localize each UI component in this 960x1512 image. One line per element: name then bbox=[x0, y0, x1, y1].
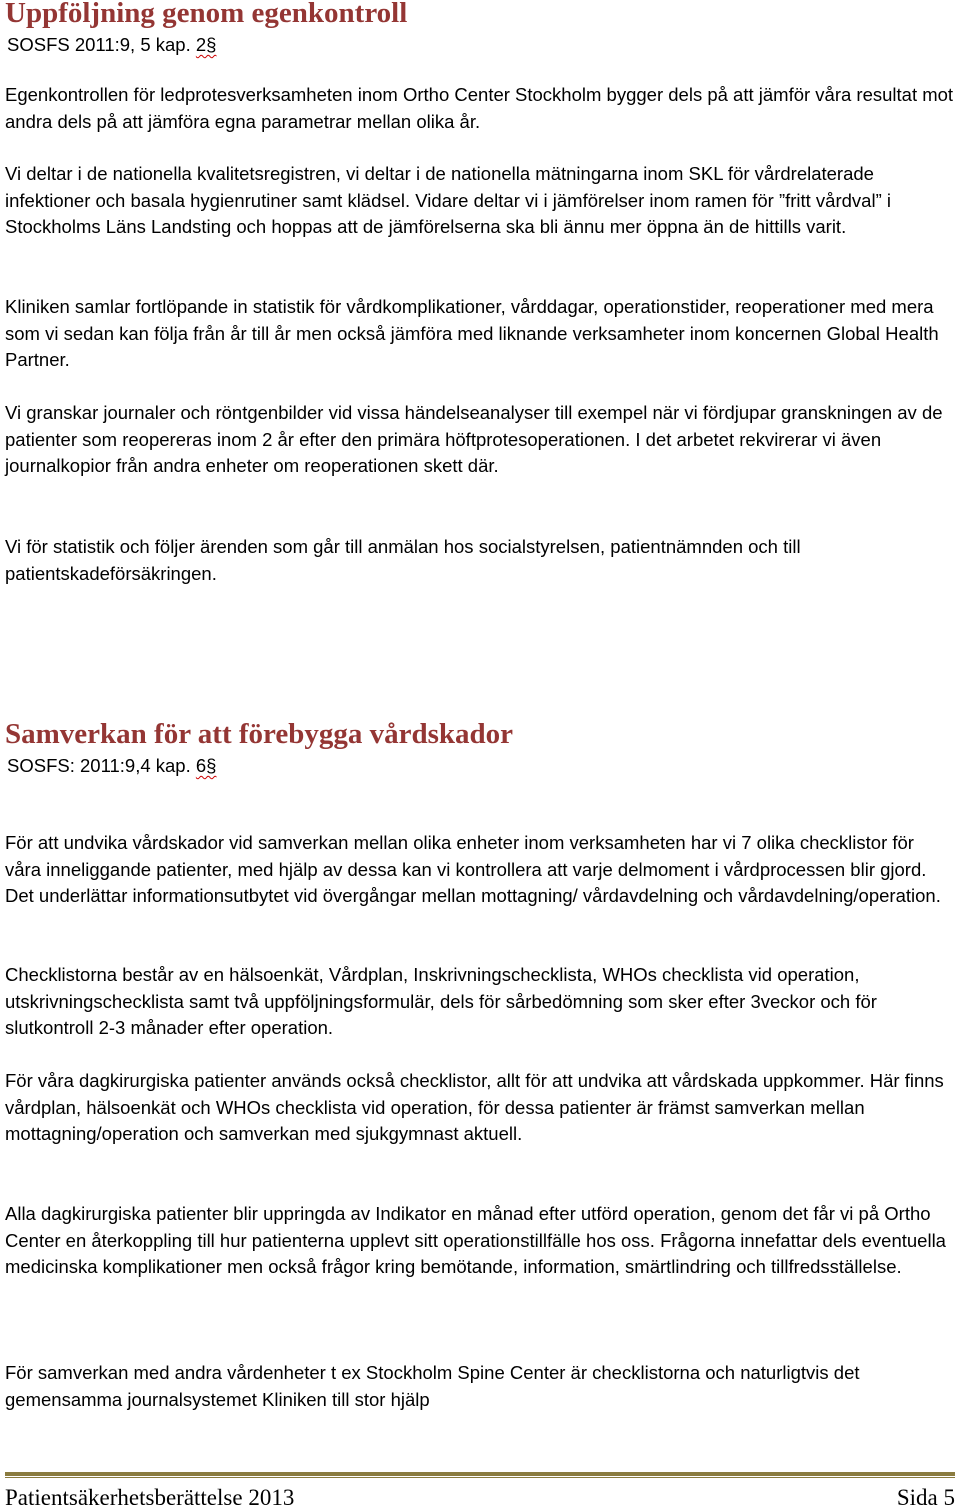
footer-document-title: Patientsäkerhetsberättelse 2013 bbox=[5, 1485, 295, 1510]
sosfs-reference bbox=[7, 755, 216, 777]
paragraph: Vi för statistik och följer ärenden som går till anmälan hos socialstyrelsen, patientnämnden och till patientskadeförsäkringen. bbox=[5, 536, 801, 584]
footer-page-number: Sida 5 bbox=[896, 1485, 955, 1510]
paragraph: Vi granskar journaler och röntgenbilder vid vissa händelseanalyser till exempel när vi fördjupar granskningen av de patienter som reopereras inom 2 år efter den primära höftprotesoperationen. I det arbetet rekvirerar vi även journalkopior från andra enheter om reoperationen skett där. bbox=[5, 402, 943, 477]
paragraph: Kliniken samlar fortlöpande in statistik för vårdkomplikationer, vårddagar, operationstider, reoperationer med mera som vi sedan kan följa från år till år men också jämföra med liknande verksamheter inom koncernen Global Health Partner. bbox=[5, 296, 939, 371]
paragraph: Vi deltar i de nationella kvalitetsregistren, vi deltar i de nationella mätningarna inom SKL för vårdrelaterade infektioner och basala hygienrutiner samt klädsel. Vidare deltar vi i jämförelser inom ramen för ”fritt vårdval” i Stockholms Läns Landsting och hoppas att de jämförelserna ska bli ännu mer öppna än de hittills varit. bbox=[5, 163, 891, 238]
sosfs-reference bbox=[7, 34, 216, 56]
section-title-samverkan: Samverkan för att förebygga vårdskador bbox=[5, 718, 514, 750]
paragraph: Alla dagkirurgiska patienter blir uppringda av Indikator en månad efter utförd operation, genom det får vi på Ortho Center en återkoppling till hur patienterna upplevt sitt operationstillfälle hos oss. Frågorna innefattar dels eventuella medicinska komplikationer men också frågor kring bemötande, information, smärtlindring och tillfredsställelse. bbox=[5, 1203, 946, 1278]
sosfs-paragraph-ref: 2§ bbox=[195, 34, 217, 55]
sosfs-paragraph-ref: 6§ bbox=[195, 755, 217, 776]
paragraph: För samverkan med andra vårdenheter t ex Stockholm Spine Center är checklistorna och naturligtvis det gemensamma journalsystemet Kliniken till stor hjälp bbox=[5, 1362, 860, 1410]
paragraph: För våra dagkirurgiska patienter används också checklistor, allt för att undvika att vårdskada uppkommer. Här finns vårdplan, hälsoenkät och WHOs checklista vid operation, för dessa patienter är främst samverkan mellan mottagning/operation och samverkan med sjukgymnast aktuell. bbox=[5, 1070, 944, 1145]
footer-divider bbox=[5, 1472, 955, 1476]
paragraph: Checklistorna består av en hälsoenkät, Vårdplan, Inskrivningschecklista, WHOs checklista vid operation, utskrivningschecklista samt två uppföljningsformulär, dels för sårbedömning som sker efter 3veckor och för slutkontroll 2-3 månader efter operation. bbox=[5, 964, 877, 1039]
section-title-egenkontroll: Uppföljning genom egenkontroll bbox=[5, 0, 408, 29]
paragraph: Egenkontrollen för ledprotesverksamheten inom Ortho Center Stockholm bygger dels på att jämför våra resultat mot andra dels på att jämföra egna parametrar mellan olika år. bbox=[5, 84, 954, 132]
paragraph: För att undvika vårdskador vid samverkan mellan olika enheter inom verksamheten har vi 7 olika checklistor för våra inneliggande patienter, med hjälp av dessa kan vi kontrollera att varje delmoment i vårdprocessen blir gjord. Det underlättar informationsutbytet vid övergångar mellan mottagning/ vårdavdelning och vårdavdelning/operation. bbox=[5, 832, 941, 907]
sosfs-prefix: SOSFS: 2011:9,4 kap. bbox=[7, 755, 196, 776]
sosfs-prefix: SOSFS 2011:9, 5 kap. bbox=[7, 34, 196, 55]
